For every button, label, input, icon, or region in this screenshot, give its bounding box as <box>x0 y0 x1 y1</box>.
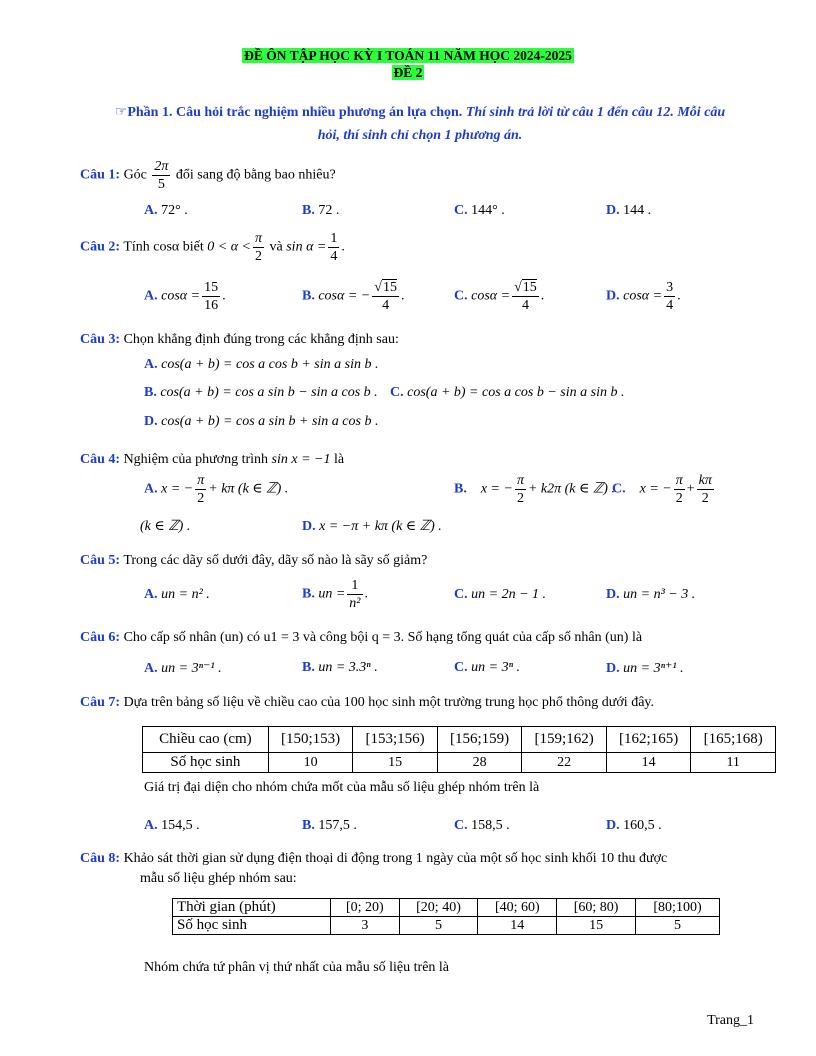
table-header-row: Chiều cao (cm) [150;153) [153;156) [156;159) [159;162) [162;165) [165;168) <box>143 727 776 753</box>
part-instruction-1: Thí sinh trả lời từ câu 1 đến câu 12. Mỗi câu <box>465 105 726 120</box>
q3-option-b[interactable]: B. cos(a + b) = cos a sin b − sin a cos b . <box>144 385 378 400</box>
q1-option-d[interactable]: D. 144 . <box>606 203 652 218</box>
height-table <box>142 726 776 773</box>
q4-option-d[interactable]: D. x = −π + kπ (k ∈ ℤ) . <box>302 519 442 534</box>
q2-option-b[interactable]: B. cosα = − $\frac{√15}{4}$ . <box>302 280 405 313</box>
q1-option-c[interactable]: C. 144° . <box>454 203 505 218</box>
q2-option-d[interactable]: D. cosα = $\frac{3}{4}$ . <box>606 280 681 313</box>
page-number: Trang_1 <box>707 1013 754 1028</box>
question-7: Câu 7: Dựa trên bảng số liệu về chiều cao của 100 học sinh một trường trung học phổ thông dưới đây. <box>80 695 654 710</box>
q4-option-c[interactable]: C. x = − $\frac{\pi}{2}$ + $\frac{k\pi}{2}$ <box>612 473 712 506</box>
question-5: Câu 5: Trong các dãy số dưới đây, dãy số nào là sãy số giảm? <box>80 553 428 568</box>
q4-option-c-continued: (k ∈ ℤ) . <box>140 519 191 534</box>
q7-option-a[interactable]: A. 154,5 . <box>144 818 200 833</box>
q7-option-c[interactable]: C. 158,5 . <box>454 818 510 833</box>
q5-option-b[interactable]: B. un = $\frac{1}{\text{n²}}$ . <box>302 578 368 611</box>
q7-subtext: Giá trị đại diện cho nhóm chứa mốt của mẫu số liệu ghép nhóm trên là <box>144 780 540 795</box>
question-8: Câu 8: Khảo sát thời gian sử dụng điện thoại di động trong 1 ngày của một số học sinh khối 10 thu được <box>80 851 668 866</box>
part-label: Phần 1. Câu hỏi trắc nghiệm nhiều phương án lựa chọn. <box>127 105 463 120</box>
question-4: Câu 4: Nghiệm của phương trình sin x = −1 là <box>80 452 345 467</box>
q6-option-a[interactable]: A. un = 3ⁿ⁻¹ . <box>144 661 222 676</box>
exam-subtitle: ĐỀ 2 <box>393 65 423 80</box>
part-intro <box>80 101 760 147</box>
question-6: Câu 6: Cho cấp số nhân (un) có u1 = 3 và công bội q = 3. Số hạng tổng quát của cấp số nhân (un) là <box>80 630 643 645</box>
q5-option-a[interactable]: A. un = n² . <box>144 587 210 602</box>
q3-option-a[interactable]: A. cos(a + b) = cos a cos b + sin a sin b . <box>144 357 379 372</box>
q1-option-b[interactable]: B. 72 . <box>302 203 340 218</box>
question-2: Câu 2: Tính cosα biết 0 < α < $\frac{\pi}{2}$ và sin α = $\frac{1}{4}$ . <box>80 231 345 264</box>
q6-option-d[interactable]: D. un = 3ⁿ⁺¹ . <box>606 661 684 676</box>
q7-option-d[interactable]: D. 160,5 . <box>606 818 662 833</box>
q4-option-b[interactable]: B. x = − $\frac{\pi}{2}$ + k2π (k ∈ ℤ) . <box>454 473 615 506</box>
q6-option-c[interactable]: C. un = 3ⁿ . <box>454 660 520 675</box>
table-row: Số học sinh 3 5 14 15 5 <box>173 917 720 935</box>
pointing-hand-icon: ☞ <box>114 105 128 120</box>
q6-option-b[interactable]: B. un = 3.3ⁿ . <box>302 660 378 675</box>
question-1: Câu 1: Góc $\frac{2\pi}{5}$ đổi sang độ bằng bao nhiêu? <box>80 159 336 192</box>
question-8-line2: mẫu số liệu ghép nhóm sau: <box>140 871 297 886</box>
q2-option-a[interactable]: A. cosα = $\frac{15}{16}$ . <box>144 280 226 313</box>
q7-option-b[interactable]: B. 157,5 . <box>302 818 357 833</box>
fraction: $\frac{2\pi}{5}$ <box>154 159 169 192</box>
table-row: Số học sinh 10 15 28 22 14 11 <box>143 753 776 773</box>
q8-subtext: Nhóm chứa tứ phân vị thứ nhất của mẫu số liệu trên là <box>144 960 450 975</box>
exam-title: ĐỀ ÔN TẬP HỌC KỲ I TOÁN 11 NĂM HỌC 2024-2025 <box>244 48 572 63</box>
table-header-row: Thời gian (phút) [0; 20) [20; 40) [40; 60) [60; 80) [80;100) <box>173 899 720 917</box>
q1-option-a[interactable]: A. 72° . <box>144 203 188 218</box>
question-3: Câu 3: Chọn khẳng định đúng trong các khẳng định sau: <box>80 332 399 347</box>
q5-option-c[interactable]: C. un = 2n − 1 . <box>454 587 547 602</box>
q5-option-d[interactable]: D. un = n³ − 3 . <box>606 587 696 602</box>
phone-time-table <box>172 898 720 935</box>
q3-option-d[interactable]: D. cos(a + b) = cos a sin b + sin a cos b . <box>144 414 379 429</box>
q2-option-c[interactable]: C. cosα = $\frac{√15}{4}$ . <box>454 280 545 313</box>
part-instruction-2: hỏi, thí sinh chỉ chọn 1 phương án. <box>317 128 523 143</box>
q3-option-c[interactable]: C. cos(a + b) = cos a cos b − sin a sin b . <box>390 385 625 400</box>
q4-option-a[interactable]: A. x = − $\frac{\pi}{2}$ + kπ (k ∈ ℤ) . <box>144 473 289 506</box>
